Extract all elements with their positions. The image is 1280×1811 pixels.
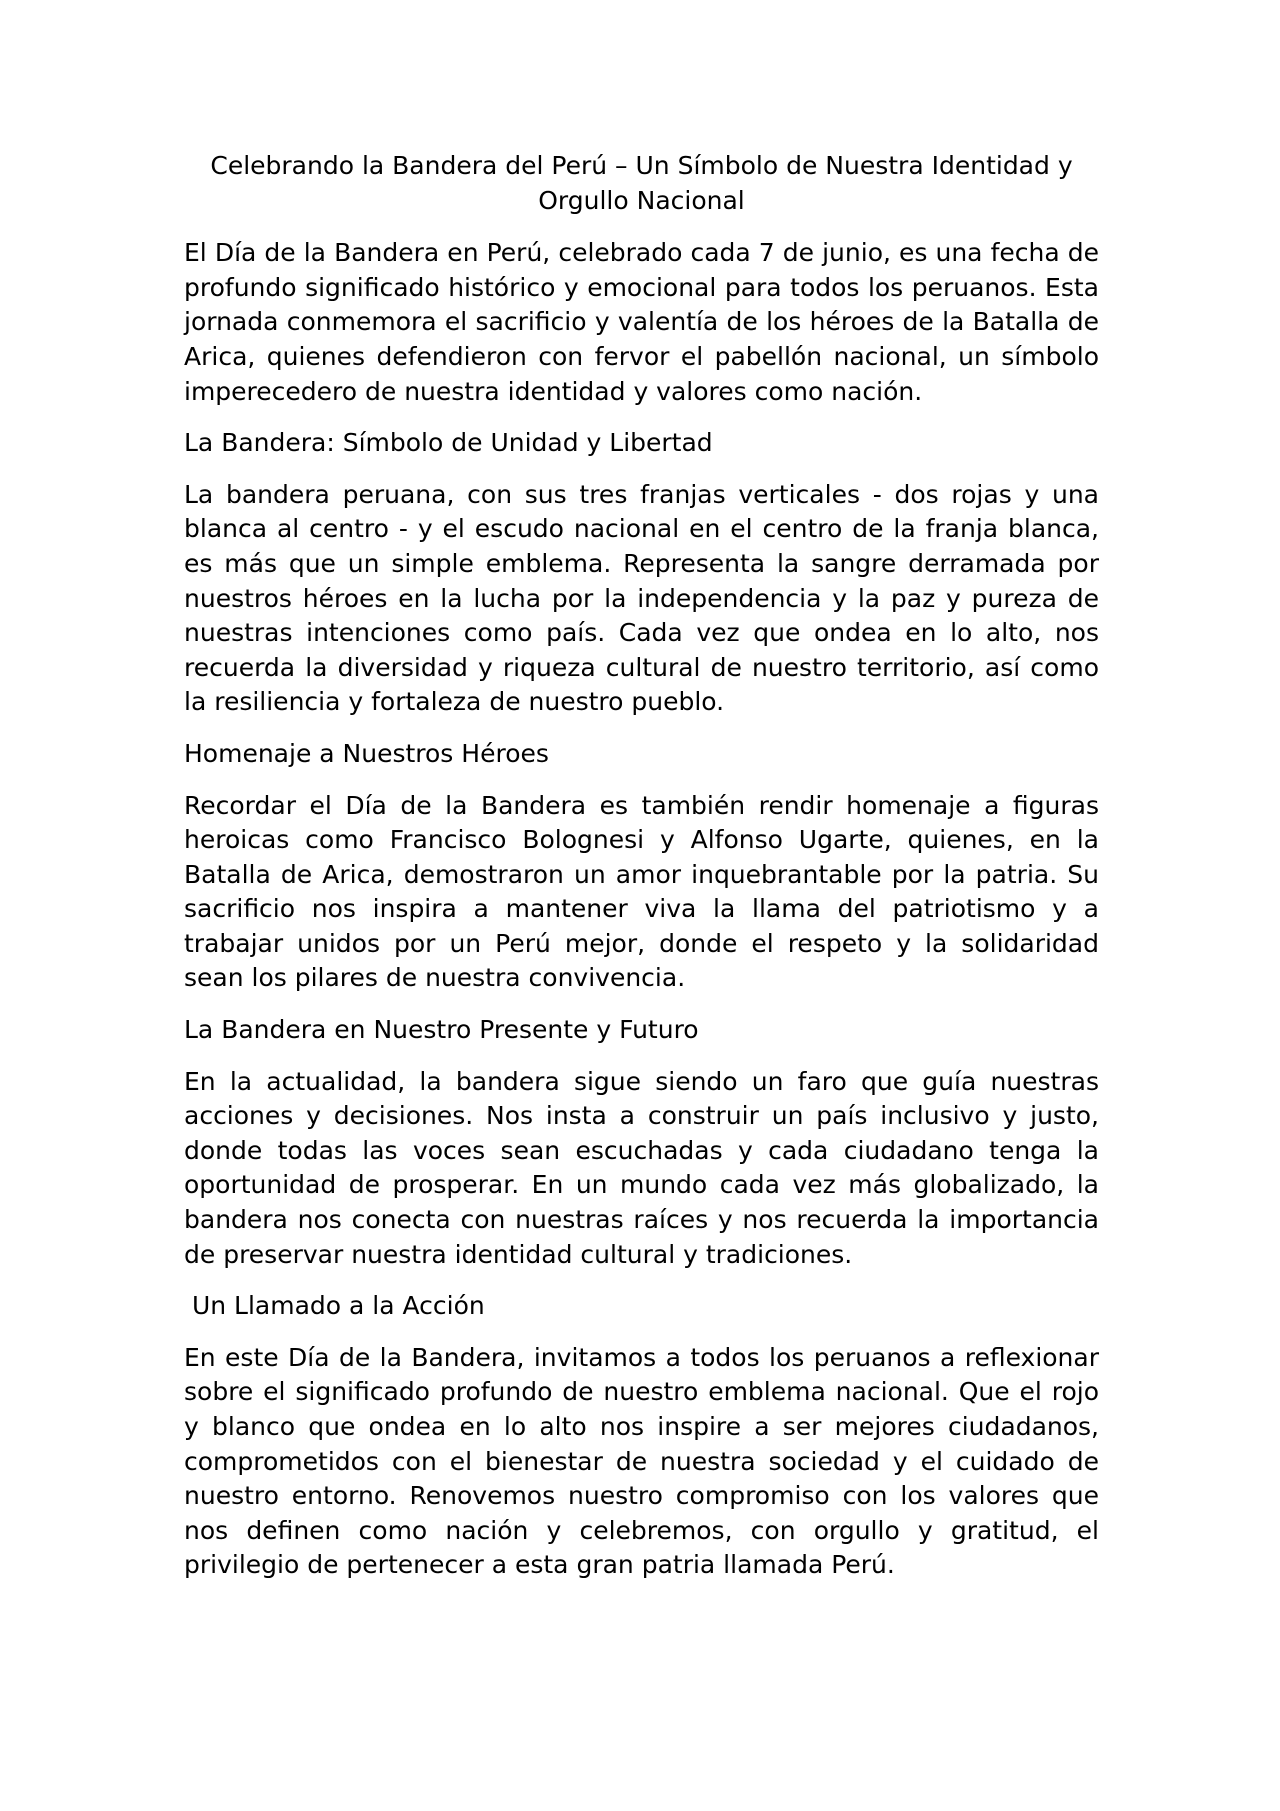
section-body-llamado-accion: En este Día de la Bandera, invitamos a todos los peruanos a reflexionar sobre el significado profundo de nuestro emblema nacional. Que el rojo y blanco que ondea en lo alto nos inspire a ser mejores ciudadanos, comprometidos con el bienestar de nuestra sociedad y el cuidado de nuestro entorno. Renovemos nuestro compromiso con los valores que nos definen como nación y celebremos, con orgullo y gratitud, el privilegio de pertenecer a esta gran patria llamada Perú.	[184, 1342, 1099, 1580]
section-heading-llamado-accion: Un Llamado a la Acción	[184, 1291, 485, 1321]
document-page	[184, 149, 1099, 1600]
section-body-homenaje-heroes: Recordar el Día de la Bandera es también rendir homenaje a figuras heroicas como Francisco Bolognesi y Alfonso Ugarte, quienes, en la Batalla de Arica, demostraron un amor inquebrantable por la patria. Su sacrificio nos inspira a mantener viva la llama del patriotismo y a trabajar unidos por un Perú mejor, donde el respeto y la solidaridad sean los pilares de nuestra convivencia.	[184, 790, 1099, 993]
section-body-presente-futuro: En la actualidad, la bandera sigue siendo un faro que guía nuestras acciones y decisiones. Nos insta a construir un país inclusivo y justo, donde todas las voces sean escuchadas y cada ciudadano tenga la oportunidad de prosperar. En un mundo cada vez más globalizado, la bandera nos conecta con nuestras raíces y nos recuerda la importancia de preservar nuestra identidad cultural y tradiciones.	[184, 1066, 1099, 1269]
section-heading-presente-futuro: La Bandera en Nuestro Presente y Futuro	[184, 1015, 699, 1045]
intro-paragraph: El Día de la Bandera en Perú, celebrado cada 7 de junio, es una fecha de profundo significado histórico y emocional para todos los peruanos. Esta jornada conmemora el sacrificio y valentía de los héroes de la Batalla de Arica, quienes defendieron con fervor el pabellón nacional, un símbolo imperecedero de nuestra identidad y valores como nación.	[184, 238, 1099, 406]
section-heading-unidad-libertad: La Bandera: Símbolo de Unidad y Libertad	[184, 428, 713, 458]
section-body-unidad-libertad: La bandera peruana, con sus tres franjas verticales - dos rojas y una blanca al centro - y el escudo nacional en el centro de la franja blanca, es más que un simple emblema. Representa la sangre derramada por nuestros héroes en la lucha por la independencia y la paz y pureza de nuestras intenciones como país. Cada vez que ondea en lo alto, nos recuerda la diversidad y riqueza cultural de nuestro territorio, así como la resiliencia y fortaleza de nuestro pueblo.	[184, 479, 1099, 717]
section-heading-homenaje-heroes: Homenaje a Nuestros Héroes	[184, 738, 549, 768]
document-title: Celebrando la Bandera del Perú – Un Símbolo de Nuestra Identidad y Orgullo Nacional	[210, 151, 1073, 215]
